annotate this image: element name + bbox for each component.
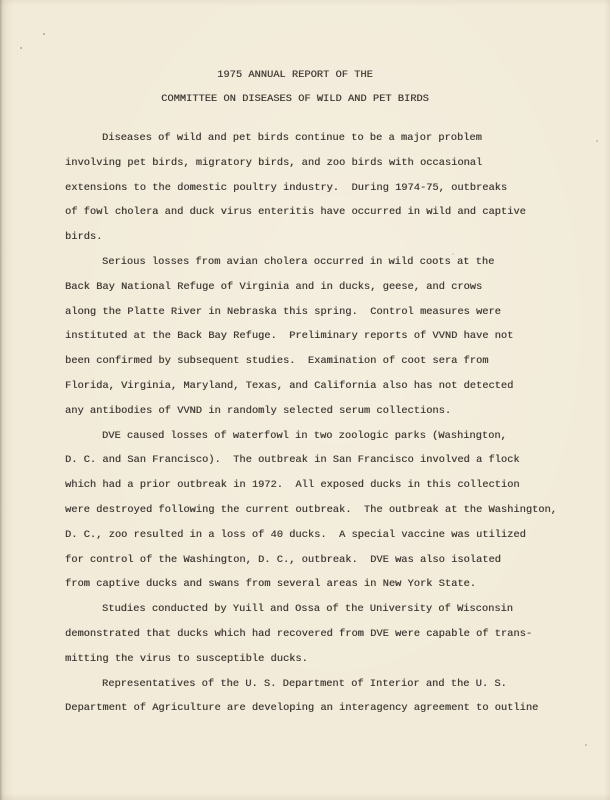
body-text-line: Back Bay National Refuge of Virginia and in ducks, geese, and crows bbox=[65, 280, 483, 293]
title-line: COMMITTEE ON DISEASES OF WILD AND PET BIRDS bbox=[161, 93, 429, 105]
body-text-line: any antibodies of VVND in randomly selected serum collections. bbox=[65, 404, 452, 417]
document-title bbox=[65, 63, 525, 111]
paper-speck bbox=[596, 140, 598, 142]
body-text-line: Studies conducted by Yuill and Ossa of the University of Wisconsin bbox=[102, 603, 513, 616]
body-text-line: D. C., zoo resulted in a loss of 40 ducks. A special vaccine was utilized bbox=[65, 528, 526, 541]
body-text-line: DVE caused losses of waterfowl in two zoologic parks (Washington, bbox=[102, 429, 507, 442]
page-left-edge-shadow bbox=[0, 0, 14, 800]
body-text-line: which had a prior outbreak in 1972. All exposed ducks in this collection bbox=[65, 479, 520, 492]
body-text-line: Department of Agriculture are developing an interagency agreement to outline bbox=[65, 702, 539, 715]
page-right-edge-shadow bbox=[604, 0, 610, 800]
body-text-line: were destroyed following the current outbreak. The outbreak at the Washington, bbox=[65, 503, 557, 516]
body-text-line: extensions to the domestic poultry industry. During 1974-75, outbreaks bbox=[65, 181, 508, 194]
body-text-line: Diseases of wild and pet birds continue to be a major problem bbox=[102, 132, 482, 144]
title-line: 1975 ANNUAL REPORT OF THE bbox=[217, 69, 373, 81]
body-text-line: for control of the Washington, D. C., outbreak. DVE was also isolated bbox=[65, 553, 501, 566]
body-text-line: involving pet birds, migratory birds, and zoo birds with occasional bbox=[65, 156, 483, 169]
body-text-line: D. C. and San Francisco). The outbreak in San Francisco involved a flock bbox=[65, 454, 520, 467]
paper-speck bbox=[585, 744, 587, 746]
body-text-line: Representatives of the U. S. Department of Interior and the U. S. bbox=[102, 677, 507, 690]
body-text-line: along the Platte River in Nebraska this spring. Control measures were bbox=[65, 305, 501, 318]
body-text-line: birds. bbox=[65, 231, 103, 244]
body-text-line: instituted at the Back Bay Refuge. Preliminary reports of VVND have not bbox=[65, 330, 514, 343]
body-text-line: Florida, Virginia, Maryland, Texas, and California also has not detected bbox=[65, 379, 514, 392]
body-text-line: been confirmed by subsequent studies. Examination of coot sera from bbox=[65, 355, 489, 368]
body-text-line: from captive ducks and swans from several areas in New York State. bbox=[65, 578, 476, 591]
paper-speck bbox=[20, 47, 22, 49]
paper-speck bbox=[43, 33, 45, 35]
body-text-line: Serious losses from avian cholera occurred in wild coots at the bbox=[102, 255, 495, 268]
document-body bbox=[65, 126, 585, 721]
body-text-line: of fowl cholera and duck virus enteritis have occurred in wild and captive bbox=[65, 206, 526, 219]
body-text-line: demonstrated that ducks which had recovered from DVE were capable of trans- bbox=[65, 627, 533, 640]
body-text-line: mitting the virus to susceptible ducks. bbox=[65, 652, 308, 665]
